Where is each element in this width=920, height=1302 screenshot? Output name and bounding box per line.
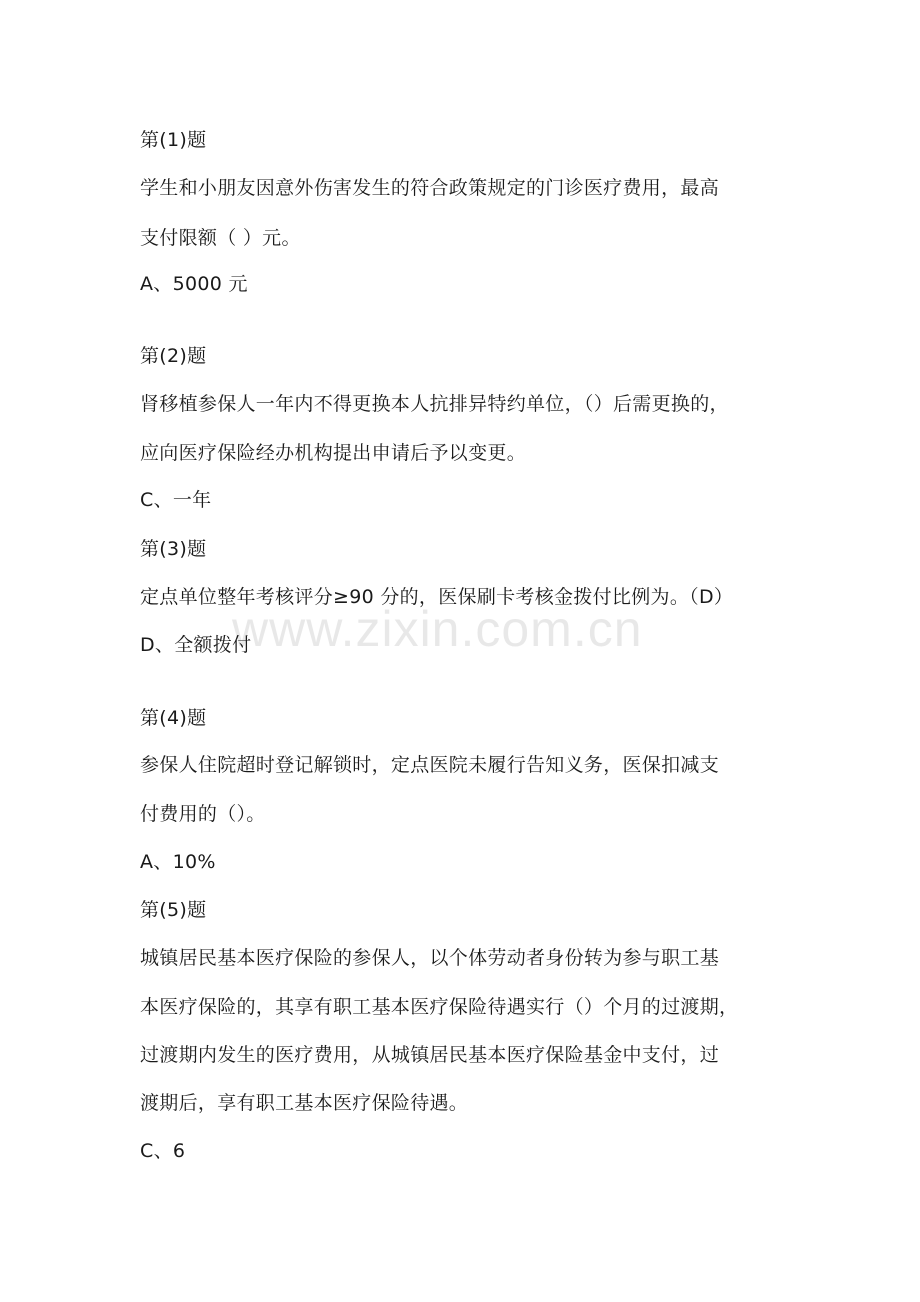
question-4-text-line-1: 参保人住院超时登记解锁时，定点医院未履行告知义务，医保扣减支 — [140, 754, 720, 776]
question-5-text-line-2: 本医疗保险的，其享有职工基本医疗保险待遇实行（）个月的过渡期， — [140, 996, 739, 1018]
question-1-text-line-2: 支付限额（ ）元。 — [140, 227, 301, 249]
watermark: www.zixin.com.cn — [232, 601, 643, 657]
question-2-text-line-1: 肾移植参保人一年内不得更换本人抗排异特约单位，（）后需更换的， — [140, 393, 729, 415]
question-4-number: 第(4)题 — [140, 707, 207, 729]
question-2-text-line-2: 应向医疗保险经办机构提出申请后予以变更。 — [140, 442, 527, 464]
question-5-number: 第(5)题 — [140, 899, 207, 921]
question-2-number: 第(2)题 — [140, 345, 207, 367]
question-1-number: 第(1)题 — [140, 129, 207, 151]
question-4-text-line-2: 付费用的（）。 — [140, 803, 266, 825]
question-4-answer: A、10% — [140, 851, 216, 873]
question-5-answer: C、6 — [140, 1140, 186, 1162]
question-5-text-line-3: 过渡期内发生的医疗费用，从城镇居民基本医疗保险基金中支付，过 — [140, 1044, 720, 1066]
question-5-text-line-4: 渡期后，享有职工基本医疗保险待遇。 — [140, 1092, 469, 1114]
question-1-text-line-1: 学生和小朋友因意外伤害发生的符合政策规定的门诊医疗费用，最高 — [140, 177, 720, 199]
question-1-answer: A、5000 元 — [140, 273, 248, 295]
question-2-answer: C、一年 — [140, 489, 212, 511]
question-3-answer: D、全额拨付 — [140, 634, 252, 656]
question-5-text-line-1: 城镇居民基本医疗保险的参保人，以个体劳动者身份转为参与职工基 — [140, 947, 720, 969]
question-3-number: 第(3)题 — [140, 538, 207, 560]
question-3-text-line-1: 定点单位整年考核评分≥90 分的，医保刷卡考核金拨付比例为。（D） — [140, 586, 734, 608]
